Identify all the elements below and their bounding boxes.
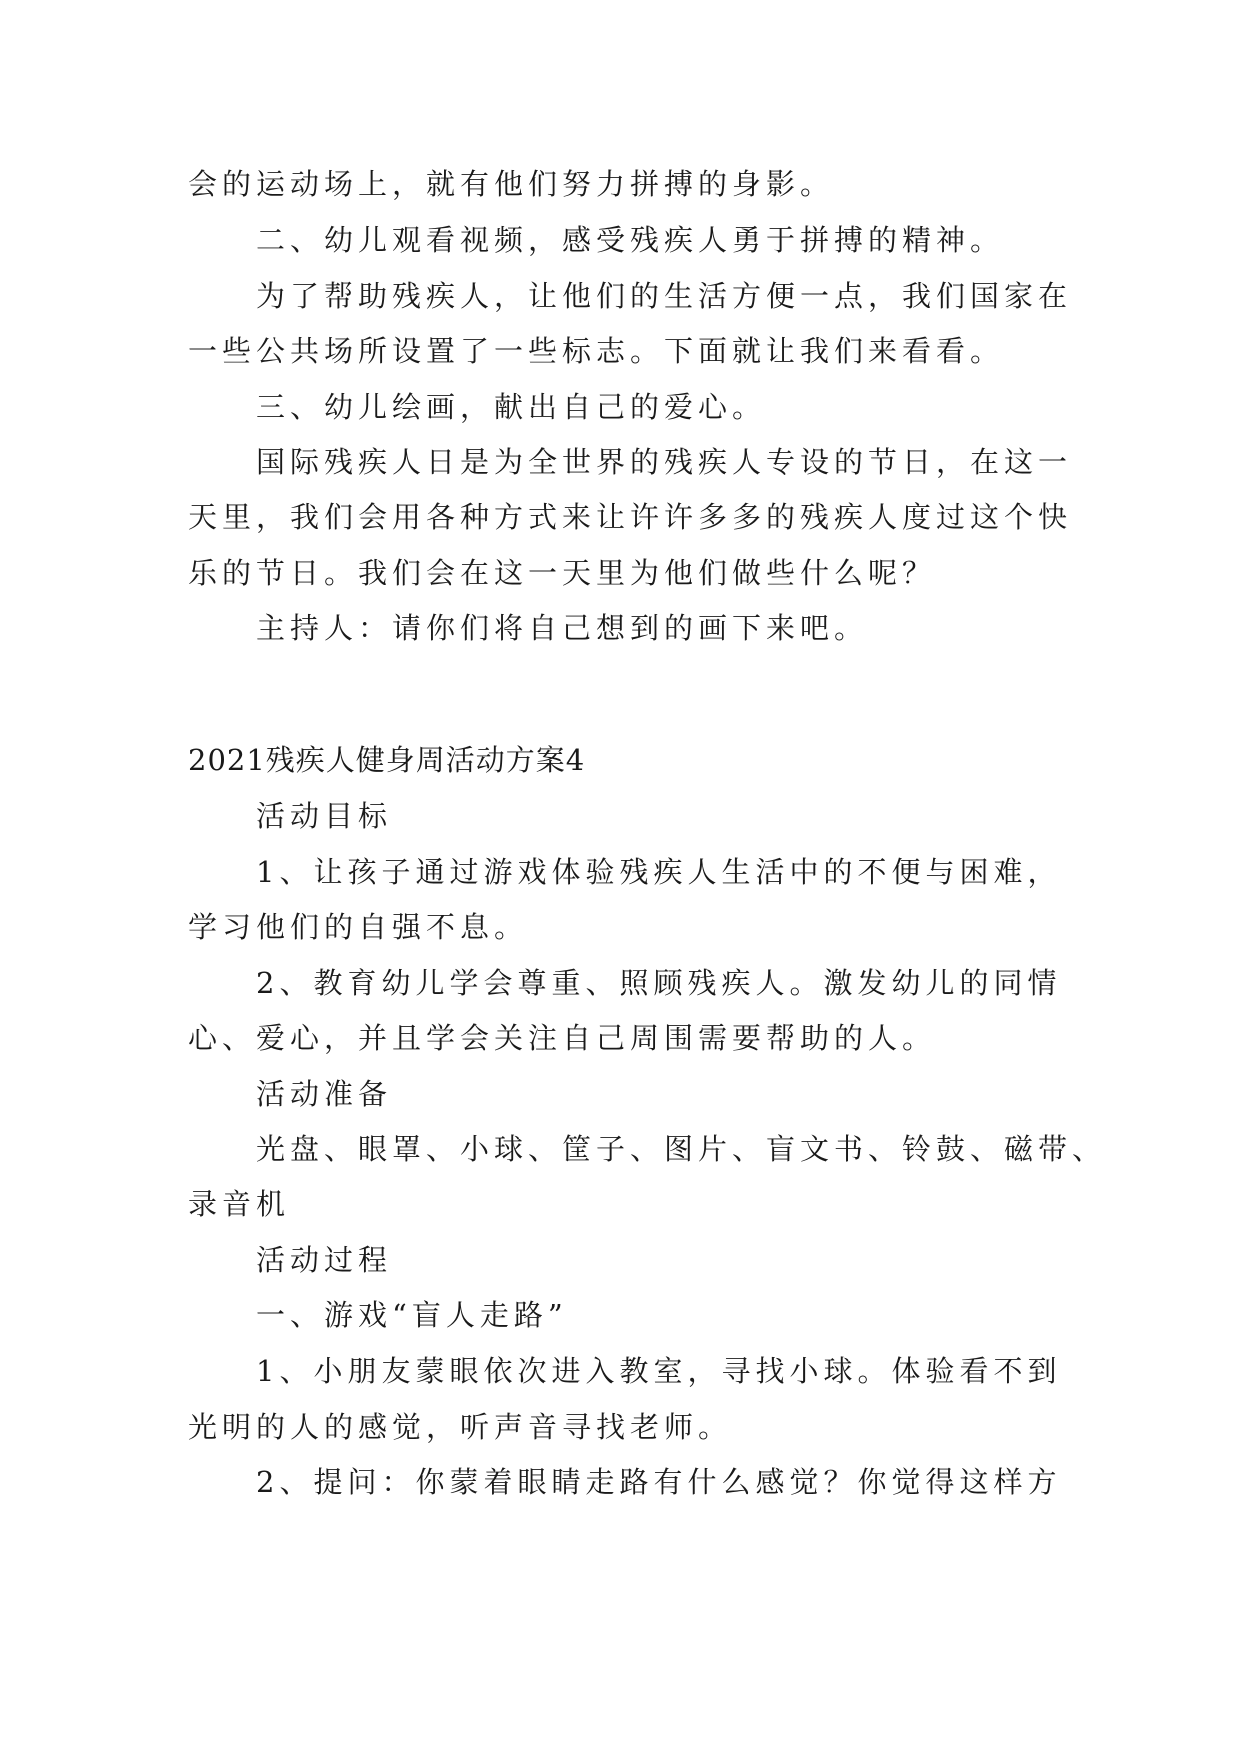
paragraph-line: 1、小朋友蒙眼依次进入教室，寻找小球。体验看不到 bbox=[256, 1354, 1062, 1388]
paragraph-line: 一、游戏“盲人走路” bbox=[256, 1298, 568, 1332]
paragraph-line: 为了帮助残疾人，让他们的生活方便一点，我们国家在 bbox=[256, 279, 1073, 313]
paragraph-line: 二、幼儿观看视频，感受残疾人勇于拼搏的精神。 bbox=[256, 223, 1005, 257]
paragraph-line: 2、提问：你蒙着眼睛走路有什么感觉？你觉得这样方 bbox=[256, 1465, 1062, 1499]
paragraph-line: 1、让孩子通过游戏体验残疾人生活中的不便与困难， bbox=[256, 855, 1062, 889]
paragraph-line: 主持人：请你们将自己想到的画下来吧。 bbox=[256, 611, 869, 645]
paragraph-line: 一些公共场所设置了一些标志。下面就让我们来看看。 bbox=[188, 334, 1005, 368]
paragraph-line: 录音机 bbox=[188, 1187, 291, 1221]
paragraph-line: 活动目标 bbox=[256, 799, 393, 833]
paragraph-line: 三、幼儿绘画，献出自己的爱心。 bbox=[256, 390, 767, 424]
paragraph-line: 国际残疾人日是为全世界的残疾人专设的节日，在这一 bbox=[256, 445, 1073, 479]
paragraph-line: 天里，我们会用各种方式来让许许多多的残疾人度过这个快 bbox=[188, 500, 1073, 534]
section-title: 2021残疾人健身周活动方案4 bbox=[188, 743, 586, 777]
paragraph-line: 活动准备 bbox=[256, 1077, 393, 1111]
paragraph-line: 2、教育幼儿学会尊重、照顾残疾人。激发幼儿的同情 bbox=[256, 966, 1062, 1000]
paragraph-line: 学习他们的自强不息。 bbox=[188, 910, 529, 944]
paragraph-line: 光明的人的感觉，听声音寻找老师。 bbox=[188, 1410, 733, 1444]
paragraph-line: 乐的节日。我们会在这一天里为他们做些什么呢？ bbox=[188, 556, 937, 590]
paragraph-line: 光盘、眼罩、小球、筐子、图片、盲文书、铃鼓、磁带、 bbox=[256, 1132, 1107, 1166]
paragraph-line: 活动过程 bbox=[256, 1243, 393, 1277]
paragraph-line: 会的运动场上，就有他们努力拼搏的身影。 bbox=[188, 167, 835, 201]
paragraph-line: 心、爱心，并且学会关注自己周围需要帮助的人。 bbox=[188, 1021, 937, 1055]
